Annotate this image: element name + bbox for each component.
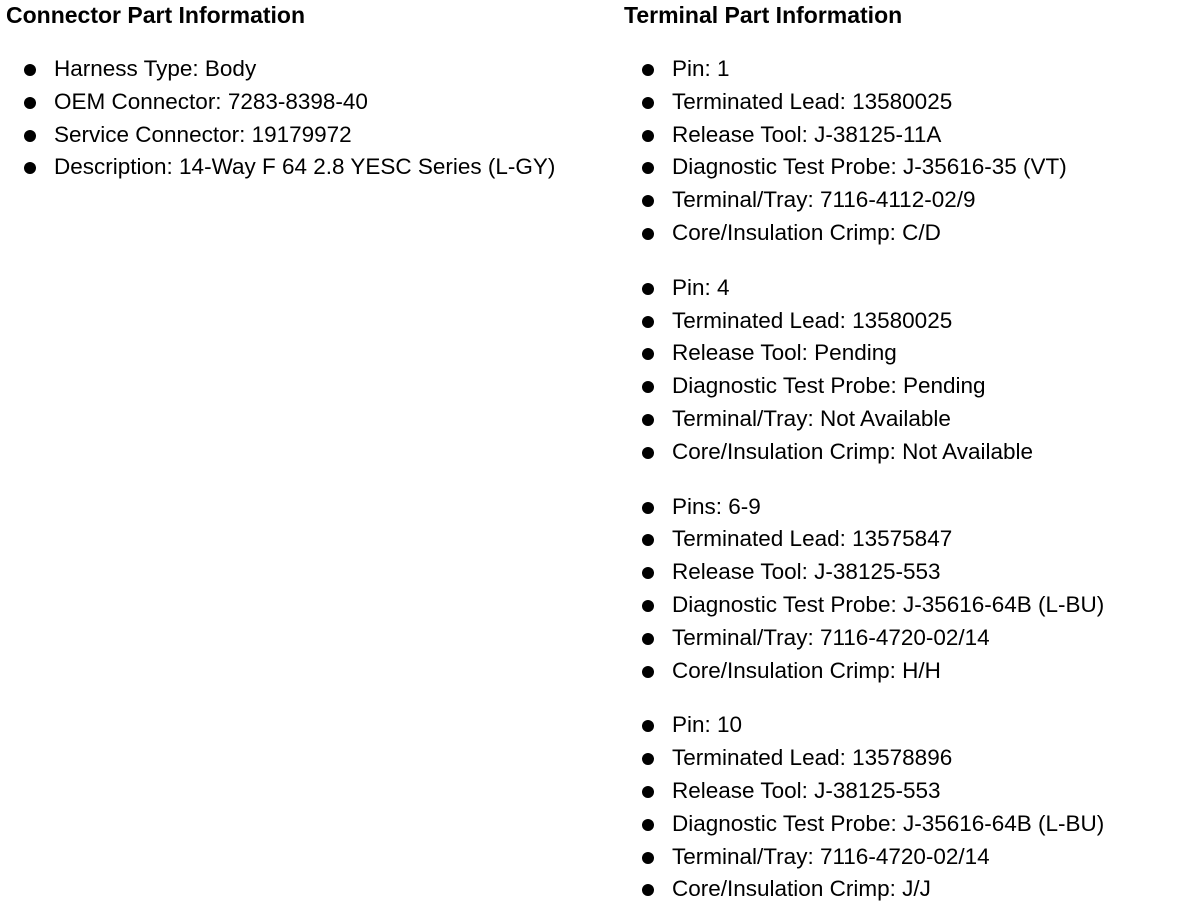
bullet-icon <box>642 283 654 295</box>
bullet-icon <box>642 97 654 109</box>
terminal-info-text: Terminal/Tray: Not Available <box>672 405 951 431</box>
terminal-info-text: Terminal/Tray: 7116-4112-02/9 <box>672 187 976 213</box>
terminal-info-item <box>624 742 1180 775</box>
terminal-group-pin-10 <box>624 709 1180 906</box>
bullet-icon <box>642 534 654 546</box>
bullet-icon <box>642 567 654 579</box>
connector-info-item <box>6 151 606 184</box>
terminal-info-text: Pin: 10 <box>672 712 743 738</box>
terminal-info-text: Diagnostic Test Probe: Pending <box>672 373 986 399</box>
terminal-info-text: Terminated Lead: 13578896 <box>672 745 953 771</box>
terminal-info-text: Terminated Lead: 13575847 <box>672 526 953 552</box>
bullet-icon <box>24 97 36 109</box>
bullet-icon <box>642 195 654 207</box>
terminal-info-text: Diagnostic Test Probe: J-35616-64B (L-BU) <box>672 591 1105 617</box>
bullet-icon <box>24 162 36 174</box>
bullet-icon <box>642 228 654 240</box>
terminal-info-text: Terminal/Tray: 7116-4720-02/14 <box>672 843 990 869</box>
terminal-info-text: Terminal/Tray: 7116-4720-02/14 <box>672 624 990 650</box>
terminal-info-text: Terminated Lead: 13580025 <box>672 307 953 333</box>
terminal-info-item <box>624 873 1180 906</box>
bullet-icon <box>642 162 654 174</box>
connector-section-title: Connector Part Information <box>6 2 306 28</box>
terminal-info-item <box>624 491 1180 524</box>
terminal-info-item <box>624 556 1180 589</box>
terminal-info-text: Core/Insulation Crimp: C/D <box>672 219 941 245</box>
terminal-info-item <box>624 184 1180 217</box>
terminal-group-pin-4 <box>624 272 1180 469</box>
terminal-info-item <box>624 709 1180 742</box>
terminal-info-item <box>624 841 1180 874</box>
terminal-group-pin-1 <box>624 53 1180 250</box>
connector-info-text: Description: 14-Way F 64 2.8 YESC Series (L-GY) <box>54 154 556 180</box>
connector-info-item <box>6 53 606 86</box>
connector-part-section <box>6 0 606 184</box>
bullet-icon <box>642 633 654 645</box>
bullet-icon <box>642 852 654 864</box>
terminal-info-item <box>624 436 1180 469</box>
bullet-icon <box>642 884 654 896</box>
terminal-info-item <box>624 370 1180 403</box>
bullet-icon <box>642 381 654 393</box>
bullet-icon <box>642 753 654 765</box>
bullet-icon <box>642 414 654 426</box>
terminal-info-item <box>624 808 1180 841</box>
bullet-icon <box>642 316 654 328</box>
connector-info-text: OEM Connector: 7283-8398-40 <box>54 88 368 114</box>
connector-info-item <box>6 119 606 152</box>
terminal-info-text: Core/Insulation Crimp: H/H <box>672 657 941 683</box>
bullet-icon <box>642 447 654 459</box>
terminal-info-text: Release Tool: J-38125-553 <box>672 777 941 803</box>
terminal-info-text: Core/Insulation Crimp: J/J <box>672 876 931 902</box>
terminal-info-item <box>624 86 1180 119</box>
bullet-icon <box>642 786 654 798</box>
terminal-info-item <box>624 272 1180 305</box>
terminal-info-item <box>624 151 1180 184</box>
bullet-icon <box>642 720 654 732</box>
bullet-icon <box>24 130 36 142</box>
terminal-info-text: Release Tool: Pending <box>672 340 897 366</box>
bullet-icon <box>642 666 654 678</box>
bullet-icon <box>24 64 36 76</box>
terminal-info-item <box>624 523 1180 556</box>
terminal-info-item <box>624 622 1180 655</box>
terminal-info-item <box>624 53 1180 86</box>
terminal-info-item <box>624 403 1180 436</box>
connector-info-list <box>6 53 606 184</box>
terminal-info-text: Diagnostic Test Probe: J-35616-64B (L-BU) <box>672 810 1105 836</box>
terminal-part-section <box>624 0 1180 906</box>
terminal-info-text: Diagnostic Test Probe: J-35616-35 (VT) <box>672 154 1067 180</box>
bullet-icon <box>642 64 654 76</box>
terminal-info-text: Release Tool: J-38125-553 <box>672 559 941 585</box>
terminal-info-text: Core/Insulation Crimp: Not Available <box>672 438 1034 464</box>
bullet-icon <box>642 600 654 612</box>
terminal-info-text: Terminated Lead: 13580025 <box>672 88 953 114</box>
terminal-info-text: Pins: 6-9 <box>672 493 761 519</box>
terminal-info-text: Pin: 4 <box>672 274 730 300</box>
terminal-info-item <box>624 655 1180 688</box>
terminal-info-item <box>624 305 1180 338</box>
connector-info-item <box>6 86 606 119</box>
terminal-info-item <box>624 217 1180 250</box>
connector-info-text: Harness Type: Body <box>54 56 257 81</box>
terminal-info-text: Pin: 1 <box>672 56 730 81</box>
bullet-icon <box>642 348 654 360</box>
bullet-icon <box>642 502 654 514</box>
terminal-section-title: Terminal Part Information <box>624 2 903 28</box>
terminal-group-pins-6-9 <box>624 491 1180 688</box>
terminal-info-item <box>624 119 1180 152</box>
terminal-info-text: Release Tool: J-38125-11A <box>672 121 942 147</box>
bullet-icon <box>642 819 654 831</box>
connector-info-text: Service Connector: 19179972 <box>54 121 352 147</box>
terminal-info-item <box>624 337 1180 370</box>
terminal-info-item <box>624 589 1180 622</box>
terminal-info-item <box>624 775 1180 808</box>
bullet-icon <box>642 130 654 142</box>
